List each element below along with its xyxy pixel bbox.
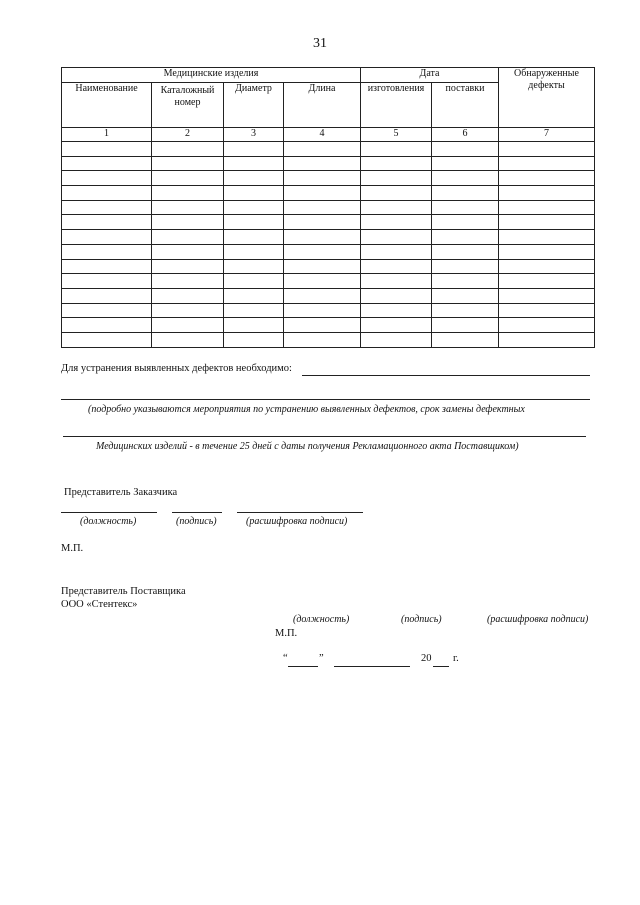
table-cell (432, 318, 499, 333)
date-year-line (433, 666, 449, 667)
table-number-row (62, 128, 595, 142)
table-cell (224, 318, 284, 333)
table-cell (152, 156, 224, 171)
header-delivery-date: поставки (432, 83, 499, 128)
table-cell (284, 186, 361, 201)
table-cell (499, 171, 595, 186)
table-cell (432, 288, 499, 303)
table-row (62, 244, 595, 259)
customer-signature-line (172, 512, 222, 513)
table-cell (224, 259, 284, 274)
table-cell (284, 244, 361, 259)
table-cell (499, 332, 595, 347)
table-cell (361, 288, 432, 303)
table-cell (361, 259, 432, 274)
col-number: 6 (432, 128, 499, 142)
date-day-line (288, 666, 318, 667)
table-row (62, 200, 595, 215)
header-length: Длина (284, 83, 361, 128)
table-cell (152, 186, 224, 201)
table-cell (152, 332, 224, 347)
table-cell (432, 171, 499, 186)
table-cell (224, 156, 284, 171)
remedy-label: Для устранения выявленных дефектов необходимо: (61, 363, 292, 374)
table-cell (152, 230, 224, 245)
table-cell (499, 142, 595, 157)
table-cell (224, 171, 284, 186)
table-cell (432, 200, 499, 215)
table-cell (499, 215, 595, 230)
table-cell (284, 171, 361, 186)
table-row (62, 274, 595, 289)
table-cell (284, 288, 361, 303)
table-cell (224, 274, 284, 289)
table-cell (62, 200, 152, 215)
table-row (62, 156, 595, 171)
table-cell (499, 230, 595, 245)
table-cell (62, 156, 152, 171)
table-row (62, 318, 595, 333)
table-cell (432, 156, 499, 171)
table-row (62, 259, 595, 274)
table-cell (62, 142, 152, 157)
col-number: 5 (361, 128, 432, 142)
col-number: 2 (152, 128, 224, 142)
table-cell (432, 186, 499, 201)
col-number: 1 (62, 128, 152, 142)
date-year-suffix: г. (453, 653, 459, 664)
defects-table (61, 67, 595, 348)
header-defects: Обнаруженные дефекты (499, 68, 595, 128)
supplier-company: ООО «Стентекс» (61, 599, 138, 610)
table-cell (284, 215, 361, 230)
remedy-fill-line-2 (61, 399, 590, 400)
table-cell (152, 259, 224, 274)
table-cell (224, 142, 284, 157)
table-cell (224, 288, 284, 303)
table-cell (361, 215, 432, 230)
table-cell (152, 171, 224, 186)
table-cell (499, 244, 595, 259)
table-cell (284, 200, 361, 215)
table-cell (499, 259, 595, 274)
table-cell (224, 200, 284, 215)
table-cell (361, 171, 432, 186)
table-cell (499, 156, 595, 171)
header-medical-products: Медицинские изделия (62, 68, 361, 83)
table-cell (432, 142, 499, 157)
table-cell (432, 244, 499, 259)
page-number: 31 (313, 36, 327, 51)
table-cell (152, 303, 224, 318)
table-cell (152, 142, 224, 157)
table-cell (432, 215, 499, 230)
table-cell (224, 303, 284, 318)
customer-stamp: М.П. (61, 543, 84, 554)
date-year-prefix: 20 (421, 653, 432, 664)
table-cell (152, 318, 224, 333)
customer-position-caption: (должность) (80, 516, 137, 527)
supplier-title: Представитель Поставщика (61, 586, 186, 597)
table-cell (152, 215, 224, 230)
table-cell (432, 303, 499, 318)
table-cell (499, 303, 595, 318)
table-cell (224, 215, 284, 230)
table-cell (361, 332, 432, 347)
table-cell (432, 332, 499, 347)
customer-title: Представитель Заказчика (64, 487, 178, 498)
header-catalog-number: Каталожный номер (152, 83, 224, 128)
table-cell (361, 244, 432, 259)
header-diameter: Диаметр (224, 83, 284, 128)
table-cell (432, 274, 499, 289)
col-number: 4 (284, 128, 361, 142)
table-cell (224, 230, 284, 245)
table-row (62, 303, 595, 318)
table-cell (62, 171, 152, 186)
customer-signature-caption: (подпись) (176, 516, 217, 527)
table-cell (224, 332, 284, 347)
table-cell (432, 259, 499, 274)
table-cell (284, 318, 361, 333)
table-cell (361, 303, 432, 318)
table-cell (62, 274, 152, 289)
table-cell (62, 186, 152, 201)
customer-decoding-caption: (расшифровка подписи) (246, 516, 348, 527)
remedy-fill-line (302, 375, 590, 376)
table-cell (361, 318, 432, 333)
customer-position-line (61, 512, 157, 513)
customer-decoding-line (237, 512, 363, 513)
header-date: Дата (361, 68, 499, 83)
table-row (62, 332, 595, 347)
table-row (62, 142, 595, 157)
table-cell (432, 230, 499, 245)
table-cell (284, 230, 361, 245)
table-cell (284, 332, 361, 347)
table-cell (152, 244, 224, 259)
table-cell (284, 156, 361, 171)
table-row (62, 230, 595, 245)
table-row (62, 288, 595, 303)
date-open-quote: “ (283, 653, 288, 664)
table-cell (361, 142, 432, 157)
table-cell (62, 332, 152, 347)
table-cell (152, 200, 224, 215)
table-cell (361, 156, 432, 171)
supplier-stamp: М.П. (275, 628, 298, 639)
table-cell (62, 318, 152, 333)
table-cell (284, 259, 361, 274)
table-cell (499, 186, 595, 201)
remedy-hint-2: Медицинских изделий - в течение 25 дней с даты получения Рекламационного акта Поставщиком) (96, 441, 519, 452)
supplier-signature-caption: (подпись) (401, 614, 442, 625)
table-cell (224, 244, 284, 259)
col-number: 7 (499, 128, 595, 142)
table-cell (499, 318, 595, 333)
table-cell (284, 274, 361, 289)
remedy-hint-1: (подробно указываются мероприятия по устранению выявленных дефектов, срок замены дефектных (88, 404, 525, 415)
table-cell (62, 230, 152, 245)
table-cell (152, 288, 224, 303)
col-number: 3 (224, 128, 284, 142)
table-cell (284, 142, 361, 157)
table-cell (361, 200, 432, 215)
table-cell (62, 215, 152, 230)
table-cell (62, 303, 152, 318)
table-row (62, 171, 595, 186)
table-header-group-row (62, 68, 595, 83)
table-cell (62, 259, 152, 274)
table-row (62, 215, 595, 230)
table-cell (62, 244, 152, 259)
supplier-decoding-caption: (расшифровка подписи) (487, 614, 589, 625)
table-cell (499, 274, 595, 289)
table-cell (361, 274, 432, 289)
table-row (62, 186, 595, 201)
date-close-quote: ” (319, 653, 324, 664)
remedy-fill-line-3 (63, 436, 586, 437)
supplier-position-caption: (должность) (293, 614, 350, 625)
header-manufacture-date: изготовления (361, 83, 432, 128)
table-cell (62, 288, 152, 303)
table-cell (499, 288, 595, 303)
table-cell (361, 230, 432, 245)
table-cell (152, 274, 224, 289)
header-name: Наименование (62, 83, 152, 128)
table-cell (284, 303, 361, 318)
table-cell (224, 186, 284, 201)
table-cell (361, 186, 432, 201)
date-month-line (334, 666, 410, 667)
table-cell (499, 200, 595, 215)
